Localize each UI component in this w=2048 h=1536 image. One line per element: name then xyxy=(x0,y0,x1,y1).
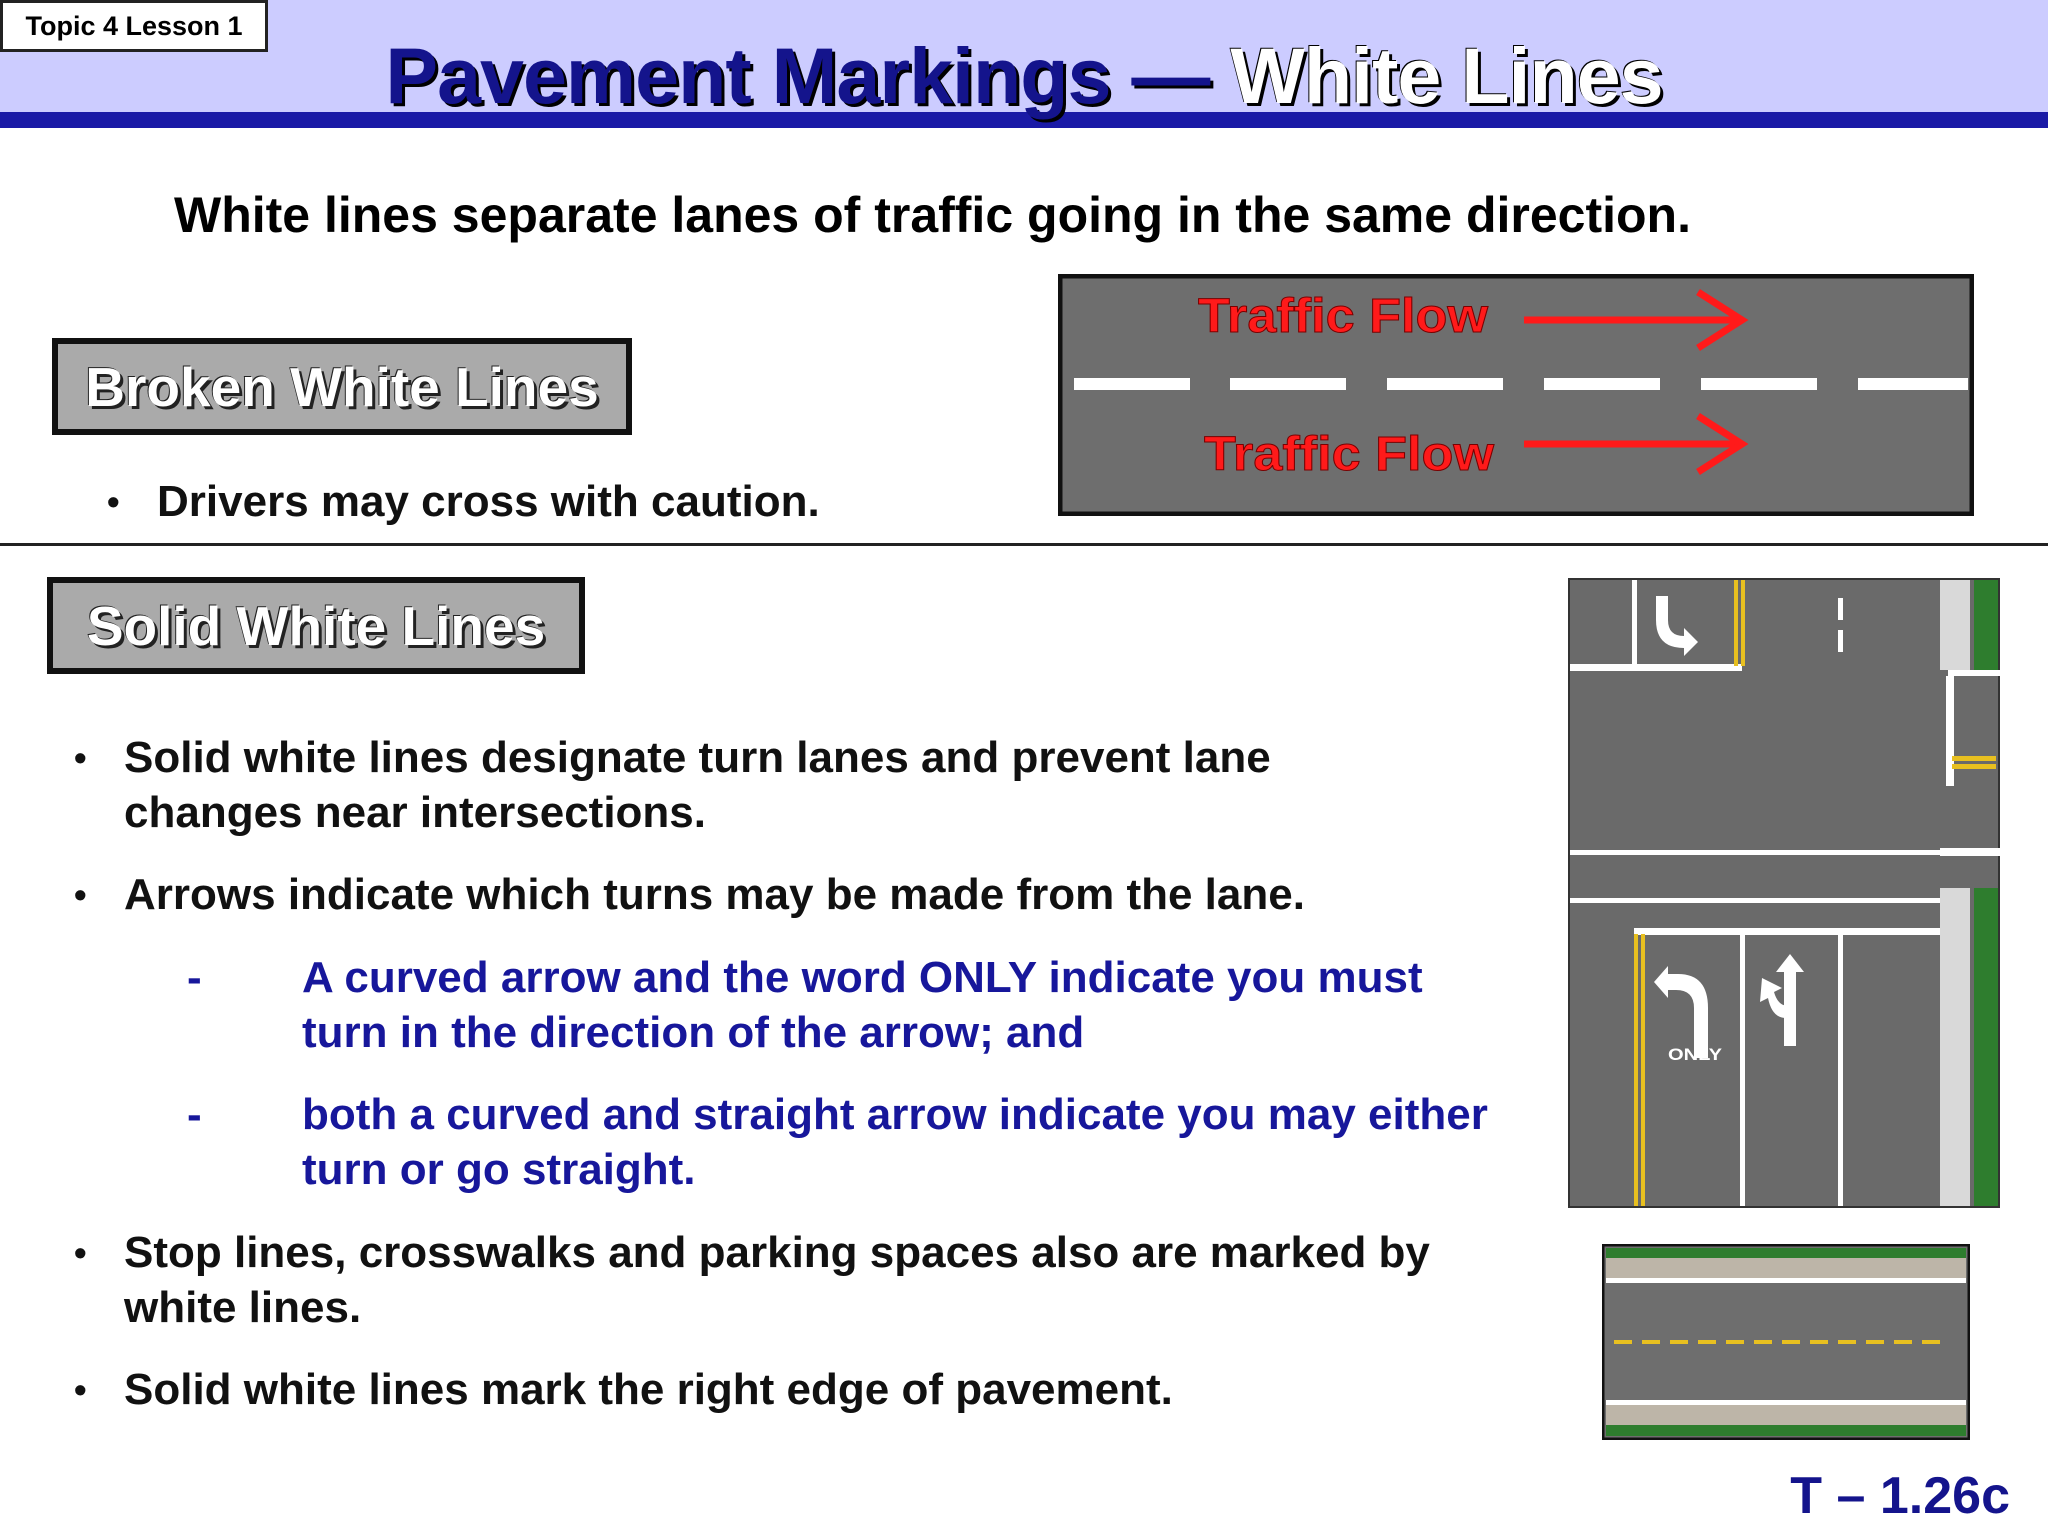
edge-line-bottom xyxy=(1606,1400,1966,1405)
sub-bullet-2-text: both a curved and straight arrow indicate you may either turn or go straight. xyxy=(302,1090,1488,1194)
crosswalk-line xyxy=(1570,850,1940,855)
solid-bullet-2-text: Arrows indicate which turns may be made from the lane. xyxy=(124,870,1305,919)
traffic-flow-label-bottom: Traffic Flow xyxy=(1204,428,1495,481)
sub-bullet-dash: - xyxy=(187,1090,202,1139)
bullet-dot: • xyxy=(74,1369,87,1410)
stop-line-bottom xyxy=(1634,928,1940,935)
title-part-1: Pavement Markings — xyxy=(385,31,1231,120)
bullet-dot: • xyxy=(74,737,87,778)
grass-edge xyxy=(1606,1248,1966,1258)
solid-bullet-3 xyxy=(74,1225,1504,1335)
shoulder xyxy=(1606,1258,1966,1278)
stop-line-top xyxy=(1570,664,1742,671)
solid-lines-heading xyxy=(47,577,585,674)
bullet-dot: • xyxy=(74,874,87,915)
intro-text: White lines separate lanes of traffic going in the same direction. xyxy=(174,187,1691,243)
solid-lines-heading-label: Solid White Lines xyxy=(86,594,546,657)
intersection-svg xyxy=(1568,578,2000,1208)
shoulder xyxy=(1606,1405,1966,1425)
broken-lines-heading xyxy=(52,338,632,435)
sub-bullet-1-text: A curved arrow and the word ONLY indicate you must turn in the direction of the arrow; and xyxy=(302,953,1423,1057)
page-title xyxy=(0,30,2048,122)
sub-bullet-2 xyxy=(187,1087,1502,1197)
grass-edge xyxy=(1606,1425,1966,1436)
intersection-diagram xyxy=(1568,578,2000,1208)
broken-road-svg xyxy=(1058,274,1974,516)
broken-lines-heading-label: Broken White Lines xyxy=(85,355,599,418)
slide-code: T – 1.26c xyxy=(1790,1467,2010,1525)
solid-bullet-1 xyxy=(74,730,1424,840)
broken-lines-diagram xyxy=(1058,274,1974,516)
title-part-2: White Lines xyxy=(1230,31,1663,120)
solid-bullet-4 xyxy=(74,1362,1424,1417)
bullet-dot: • xyxy=(74,1232,87,1273)
solid-bullet-1-text: Solid white lines designate turn lanes and prevent lane changes near intersections. xyxy=(124,733,1271,837)
crosswalk-line xyxy=(1570,898,1940,903)
edge-line-diagram xyxy=(1602,1244,1970,1440)
edge-road-svg xyxy=(1602,1244,1970,1440)
traffic-flow-label-top: Traffic Flow xyxy=(1198,290,1489,343)
bullet-dot: • xyxy=(107,481,120,522)
sub-bullet-dash: - xyxy=(187,953,202,1002)
grass-strip xyxy=(1974,888,1998,1206)
solid-bullet-3-text: Stop lines, crosswalks and parking spaces also are marked by white lines. xyxy=(124,1228,1430,1332)
edge-line-top xyxy=(1606,1278,1966,1283)
only-label: ONLY xyxy=(1668,1045,1723,1064)
sub-bullet-1 xyxy=(187,950,1502,1060)
solid-lane-line xyxy=(1838,934,1843,1206)
broken-bullet xyxy=(107,474,820,529)
section-divider xyxy=(0,543,2048,546)
grass-strip xyxy=(1974,580,1998,670)
solid-bullet-2 xyxy=(74,867,1424,922)
solid-lane-line xyxy=(1740,934,1745,1206)
topic-tag: Topic 4 Lesson 1 xyxy=(0,0,268,52)
solid-bullet-4-text: Solid white lines mark the right edge of pavement. xyxy=(124,1365,1173,1414)
broken-bullet-text: Drivers may cross with caution. xyxy=(157,477,820,526)
